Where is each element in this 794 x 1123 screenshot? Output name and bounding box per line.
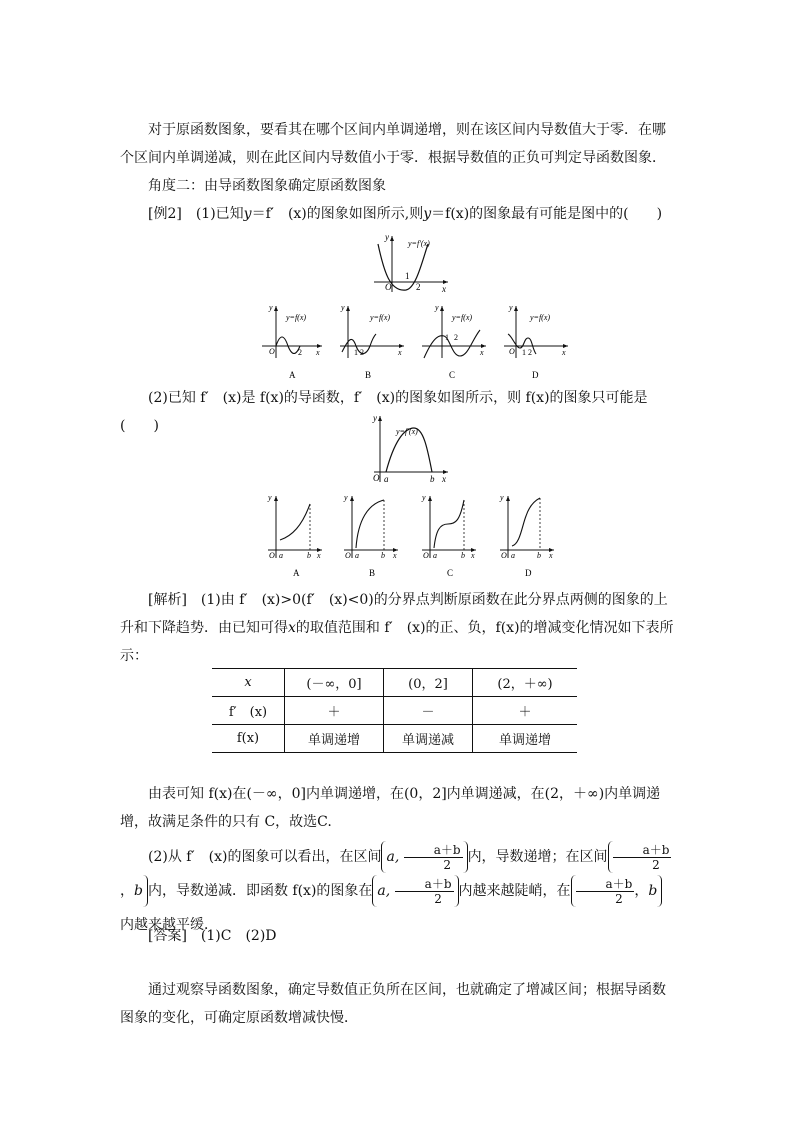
section-heading: 角度二：由导函数图象确定原函数图象: [148, 178, 386, 194]
table-row: [212, 669, 577, 697]
table-row: [212, 697, 577, 725]
right-paren: [657, 875, 662, 907]
a-label: a: [384, 474, 389, 484]
axis-y-label: y: [341, 303, 345, 312]
axis-x-label: x: [442, 474, 446, 484]
derivative-graph-2: [370, 412, 452, 486]
option-graph-B: [340, 303, 404, 380]
axis-x-label: x: [398, 348, 402, 357]
curve-label: y=f(x): [452, 313, 473, 322]
option-graph-D: [504, 303, 568, 380]
conclusion-paragraph: 由表可知 f(x)在(－∞，0]内单调递增，在(0，2]内单调递减，在(2，＋∞)内单调递增，故满足条件的只有 C，故选C.: [120, 786, 661, 830]
axis-x-label: x: [549, 551, 553, 560]
option-letter: D: [532, 370, 539, 380]
tick-label: 2: [298, 348, 302, 357]
option-graph-C: [422, 303, 486, 380]
table-header-cell: (－∞，0]: [285, 669, 384, 697]
axis-y-label: y: [509, 303, 513, 312]
a-label: a: [355, 551, 359, 560]
axis-y-label: y: [344, 493, 348, 502]
option-letter: A: [293, 568, 300, 578]
b-label: b: [430, 474, 435, 484]
axis-x-label: x: [442, 284, 446, 294]
option-graph-A: [262, 303, 322, 380]
b-label: b: [307, 551, 311, 560]
axis-x-label: x: [317, 551, 321, 560]
table-header-cell: (0，2]: [384, 669, 473, 697]
origin-label: O: [423, 551, 429, 560]
curve-label: y=f(x): [286, 313, 307, 322]
a-label: a: [511, 551, 515, 560]
options-row-1: [256, 300, 572, 384]
axis-y-label: y: [373, 413, 377, 423]
origin-label: O: [385, 282, 392, 292]
b-label: b: [461, 551, 465, 560]
table-cell: f(x): [212, 725, 285, 753]
axis-x-label: x: [562, 348, 566, 357]
axis-x-label: x: [471, 551, 475, 560]
summary-paragraph: 通过观察导函数图象，确定导数值正负所在区间，也就确定了增减区间；根据导函数图象的变化，可确定原函数增减快慢．: [120, 982, 666, 1026]
table-cell: ＋: [473, 697, 578, 725]
b-label: b: [537, 551, 541, 560]
tick-label: 1: [445, 333, 449, 342]
tick-label: 2: [360, 348, 364, 357]
tick-label: 2: [454, 333, 458, 342]
table-cell: 单调递减: [384, 725, 473, 753]
tick-label: 2: [528, 348, 532, 357]
b-label: b: [381, 551, 385, 560]
origin-label: O: [501, 551, 507, 560]
fraction: $\frac{a+b}{2}$: [404, 843, 463, 872]
axis-y-label: y: [385, 232, 389, 242]
analysis-part2: (2)从 f′ (x)的图象可以看出，在区间 a, $\frac{a+b}{2}$ 内，导数递增；在区间 $\frac{a+b}{2}$ ，b 内，导数递减．即函数 f(x)的图象在 a, $\frac{a+b}{2}$ 内越来越陡峭，在 $\frac{a+b}{2}$ ，b内越来越平缓．: [120, 842, 670, 933]
axis-x-label: x: [480, 348, 484, 357]
option-graph-2D: [499, 493, 554, 578]
option-graph-2A: [267, 493, 322, 578]
answer-line: [答案] (1)C (2)D: [148, 928, 277, 944]
option-letter: D: [525, 568, 532, 578]
option-letter: C: [447, 568, 454, 578]
derivative-graph-1: [370, 232, 450, 294]
curve-label: y=f′(x): [408, 239, 430, 248]
a-label: a: [279, 551, 283, 560]
tick-label: 1: [522, 348, 526, 357]
origin-label: O: [269, 551, 275, 560]
axis-y-label: y: [268, 493, 272, 502]
axis-y-label: y: [435, 303, 439, 312]
curve-label: y=f(x): [530, 313, 551, 322]
example2-question2: (2)已知 f′ (x)是 f(x)的导函数，f′ (x)的图象如图所示，则 f(x)的图象只可能是( ): [120, 390, 648, 434]
axis-y-label: y: [500, 493, 504, 502]
table-cell: －: [384, 697, 473, 725]
option-graph-2B: [343, 493, 398, 578]
origin-label: O: [509, 347, 515, 356]
origin-label: O: [373, 473, 380, 483]
table-header-cell: (2，＋∞): [473, 669, 578, 697]
origin-label: O: [269, 347, 275, 356]
options-row-2: [262, 490, 562, 580]
example2-question1: [例2] (1)已知y＝f′ (x)的图象如图所示,则y＝f(x)的图象最有可能是图中的( ): [148, 206, 663, 222]
tick-label: 1: [405, 271, 410, 281]
option-graph-2C: [421, 493, 476, 578]
option-letter: B: [365, 370, 372, 380]
fraction: $\frac{a+b}{2}$: [613, 843, 672, 872]
curve-label: y=f(x): [370, 313, 391, 322]
tick-label: 2: [416, 282, 421, 292]
table-cell: 单调递增: [473, 725, 578, 753]
axis-x-label: x: [393, 551, 397, 560]
option-letter: C: [449, 370, 456, 380]
table-cell: ＋: [285, 697, 384, 725]
analysis-paragraph: [解析] (1)由 f′ (x)>0(f′ (x)<0)的分界点判断原函数在此分界点两侧的图象的上升和下降趋势．由已知可得x的取值范围和 f′ (x)的正、负，f(x)的增减变化情况如下表所示：: [120, 592, 674, 664]
axis-y-label: y: [422, 493, 426, 502]
table-cell: 单调递增: [285, 725, 384, 753]
sign-table: [212, 668, 577, 753]
fraction: $\frac{a+b}{2}$: [395, 877, 454, 906]
option-letter: A: [289, 370, 296, 380]
table-header-cell: x: [212, 669, 285, 697]
a-label: a: [433, 551, 437, 560]
intro-paragraph: 对于原函数图象，要看其在哪个区间内单调递增，则在该区间内导数值大于零．在哪个区间内单调递减，则在此区间内导数值小于零．根据导数值的正负可判定导函数图象．: [120, 122, 666, 166]
fraction: $\frac{a+b}{2}$: [576, 877, 635, 906]
option-letter: B: [369, 568, 376, 578]
axis-x-label: x: [316, 348, 320, 357]
axis-y-label: y: [269, 303, 273, 312]
origin-label: O: [345, 551, 351, 560]
curve-label: y=f′(x): [396, 427, 418, 436]
tick-label: 1: [354, 348, 358, 357]
table-row: [212, 725, 577, 753]
table-cell: f′ (x): [212, 697, 285, 725]
